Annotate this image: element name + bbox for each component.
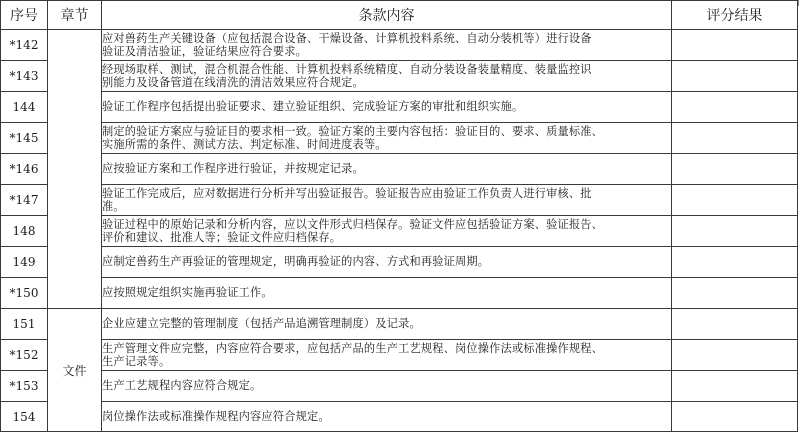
row-number: 151 <box>1 309 48 340</box>
header-seq: 序号 <box>1 1 48 30</box>
clause-text <box>102 247 672 278</box>
score-result-cell[interactable] <box>672 154 798 185</box>
clause-line: 应按验证方案和工作程序进行验证，并按规定记录。 <box>102 162 364 176</box>
clause-line: 验证工作完成后，应对数据进行分析并写出验证报告。验证报告应由验证工作负责人进行审核、批 <box>102 186 592 200</box>
chapter-cell-documents: 文件 <box>48 309 102 432</box>
clause-text <box>102 92 672 123</box>
score-result-cell[interactable] <box>672 402 798 432</box>
clause-line: 验证过程中的原始记录和分析内容，应以文件形式归档保存。验证文件应包括验证方案、验证报告、 <box>102 217 604 231</box>
row-number: 148 <box>1 216 48 247</box>
score-result-cell[interactable] <box>672 371 798 402</box>
row-number: *146 <box>1 154 48 185</box>
row-number: *152 <box>1 340 48 371</box>
header-clause: 条款内容 <box>102 1 672 30</box>
table-row <box>1 216 798 247</box>
row-number: *153 <box>1 371 48 402</box>
score-result-cell[interactable] <box>672 123 798 154</box>
score-result-cell[interactable] <box>672 30 798 61</box>
row-number: *150 <box>1 278 48 309</box>
clause-line: 生产记录等。 <box>102 355 171 368</box>
chapter-cell-validation <box>48 30 102 309</box>
table-row <box>1 371 798 402</box>
score-result-cell[interactable] <box>672 61 798 92</box>
clause-line: 验证及清洁验证，验证结果应符合要求。 <box>102 45 307 58</box>
clause-line: 生产管理文件应完整，内容应符合要求，应包括产品的生产工艺规程、岗位操作法或标准操作规程、 <box>102 341 604 355</box>
clause-line: 应制定兽药生产再验证的管理规定，明确再验证的内容、方式和再验证周期。 <box>102 255 490 269</box>
clause-line: 应对兽药生产关键设备（应包括混合设备、干燥设备、计算机投料系统、自动分装机等）进行设备 <box>102 31 592 45</box>
header-row <box>1 1 798 30</box>
score-result-cell[interactable] <box>672 185 798 216</box>
score-result-cell[interactable] <box>672 340 798 371</box>
clause-line: 岗位操作法或标准操作规程内容应符合规定。 <box>102 409 330 423</box>
row-number: 144 <box>1 92 48 123</box>
table-row <box>1 185 798 216</box>
clause-text <box>102 185 672 216</box>
clause-line: 应按照规定组织实施再验证工作。 <box>102 286 273 300</box>
table-row <box>1 61 798 92</box>
table-row <box>1 154 798 185</box>
clause-text <box>102 371 672 402</box>
table-row <box>1 309 798 340</box>
clause-line: 准。 <box>102 200 125 213</box>
score-result-cell[interactable] <box>672 92 798 123</box>
table-row <box>1 92 798 123</box>
table-row <box>1 278 798 309</box>
table-row <box>1 402 798 432</box>
clause-line: 企业应建立完整的管理制度（包括产品追溯管理制度）及记录。 <box>102 317 421 331</box>
clause-line: 制定的验证方案应与验证目的要求相一致。验证方案的主要内容包括：验证目的、要求、质量标准、 <box>102 124 604 138</box>
table-row <box>1 123 798 154</box>
row-number: 154 <box>1 402 48 432</box>
score-result-cell[interactable] <box>672 278 798 309</box>
clause-line: 评价和建议、批准人等；验证文件应归档保存。 <box>102 231 342 244</box>
clause-line: 经现场取样、测试，混合机混合性能、计算机投料系统精度、自动分装设备装量精度、装量监控识 <box>102 62 592 76</box>
clause-text <box>102 123 672 154</box>
clause-line: 实施所需的条件、测试方法、判定标准、时间进度表等。 <box>102 138 387 151</box>
clause-line: 生产工艺规程内容应符合规定。 <box>102 379 262 393</box>
score-result-cell[interactable] <box>672 309 798 340</box>
clause-text <box>102 61 672 92</box>
clause-line: 别能力及设备管道在线清洗的清洁效果应符合规定。 <box>102 76 364 89</box>
clause-text <box>102 309 672 340</box>
clause-text <box>102 402 672 432</box>
header-result: 评分结果 <box>672 1 798 30</box>
row-number: *145 <box>1 123 48 154</box>
row-number: *142 <box>1 30 48 61</box>
row-number: *143 <box>1 61 48 92</box>
row-number: *147 <box>1 185 48 216</box>
page-edge-mark <box>798 0 799 6</box>
clause-line: 验证工作程序包括提出验证要求、建立验证组织、完成验证方案的审批和组织实施。 <box>102 100 524 114</box>
table-row <box>1 30 798 61</box>
row-number: 149 <box>1 247 48 278</box>
header-chapter: 章节 <box>48 1 102 30</box>
clause-text <box>102 216 672 247</box>
clause-text <box>102 154 672 185</box>
clause-text <box>102 340 672 371</box>
clause-text <box>102 278 672 309</box>
score-result-cell[interactable] <box>672 247 798 278</box>
score-result-cell[interactable] <box>672 216 798 247</box>
clause-text <box>102 30 672 61</box>
table-row <box>1 247 798 278</box>
table-row <box>1 340 798 371</box>
